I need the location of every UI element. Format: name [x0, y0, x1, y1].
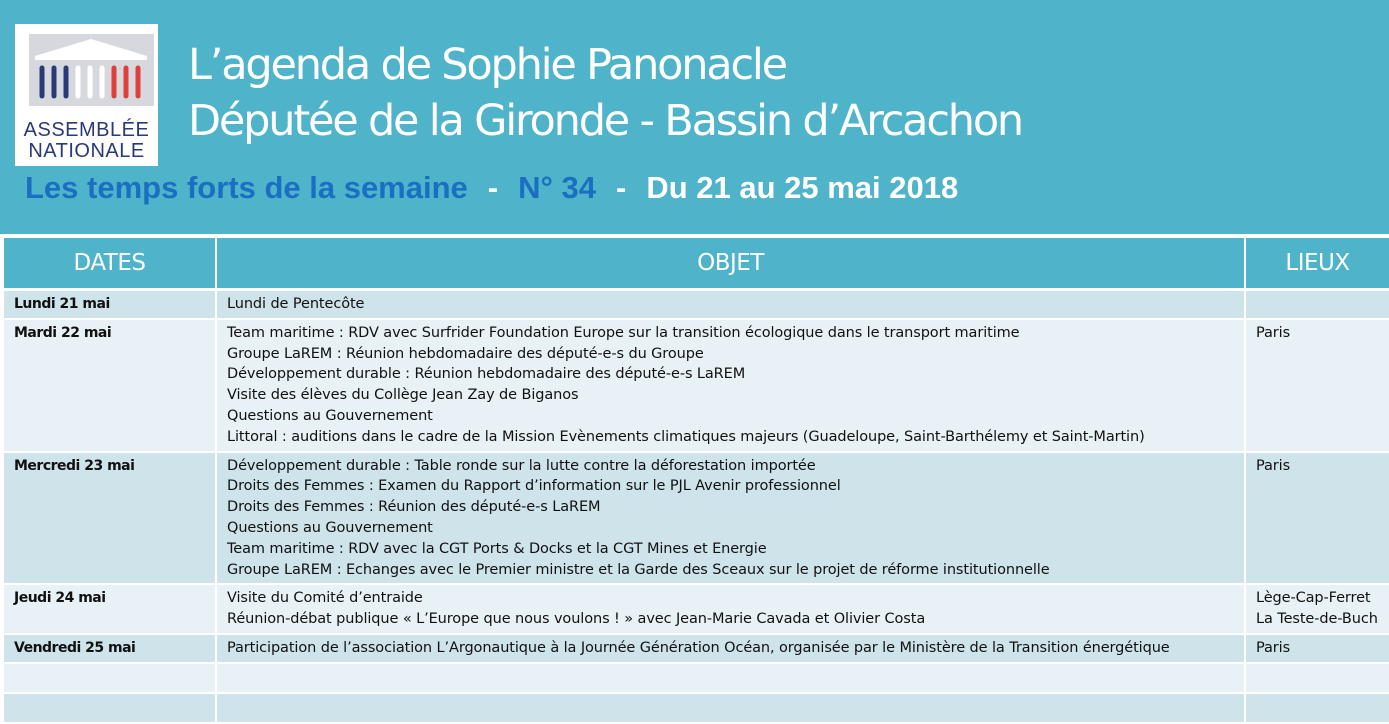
objet-cell [216, 634, 1245, 663]
objet-item: Groupe LaREM : Réunion hebdomadaire des député-e-s du Groupe [227, 345, 704, 362]
objet-cell [216, 663, 1245, 693]
date-cell: Jeudi 24 mai [3, 584, 216, 634]
objet-item: Visite des élèves du Collège Jean Zay de Biganos [227, 387, 579, 404]
objet-item: Développement durable : Réunion hebdomadaire des député-e-s LaREM [227, 366, 746, 383]
date-range: Du 21 au 25 mai 2018 [646, 170, 959, 205]
lieu-cell [1245, 634, 1389, 663]
lieu-cell [1245, 452, 1389, 585]
subtitle-separator: - [487, 170, 499, 205]
assemblee-nationale-logo [15, 24, 158, 166]
logo-text-line2: NATIONALE [28, 140, 145, 162]
objet-item: Droits des Femmes : Examen du Rapport d’information sur le PJL Avenir professionnel [227, 478, 841, 495]
objet-item: Droits des Femmes : Réunion des député-e-s LaREM [227, 499, 601, 516]
objet-item: Questions au Gouvernement [227, 519, 433, 536]
week-subtitle [25, 168, 958, 208]
objet-item: Team maritime : RDV avec la CGT Ports & Docks et la CGT Mines et Energie [227, 540, 767, 557]
column-header-objet: OBJET [216, 237, 1245, 290]
column-header-dates: DATES [3, 237, 216, 290]
objet-cell [216, 319, 1245, 452]
date-cell [3, 693, 216, 723]
date-cell: Mardi 22 mai [3, 319, 216, 452]
subtitle-heading: Les temps forts de la semaine [25, 170, 468, 205]
date-cell: Vendredi 25 mai [3, 634, 216, 663]
objet-item: Réunion-débat publique « L’Europe que nous voulons ! » avec Jean-Marie Cavada et Olivier Costa [227, 611, 926, 628]
objet-item: Littoral : auditions dans le cadre de la Mission Evènements climatiques majeurs (Guadeloupe, Saint-Barthélemy et Saint-Martin) [227, 428, 1145, 445]
objet-item: Team maritime : RDV avec Surfrider Foundation Europe sur la transition écologique dans le transport maritime [227, 324, 1020, 341]
date-cell: Lundi 21 mai [3, 290, 216, 319]
date-cell [3, 663, 216, 693]
objet-item: Développement durable : Table ronde sur la lutte contre la déforestation importée [227, 457, 816, 474]
lieu-cell [1245, 663, 1389, 693]
date-cell: Mercredi 23 mai [3, 452, 216, 585]
header-banner [0, 0, 1389, 234]
table-row [3, 663, 1389, 693]
issue-number: N° 34 [518, 170, 596, 205]
assemblee-building-icon [15, 24, 158, 120]
table-row [3, 634, 1389, 663]
logo-text-line1: ASSEMBLÉE [23, 119, 150, 141]
objet-cell [216, 693, 1245, 723]
lieu-item: Paris [1256, 639, 1291, 656]
lieu-item: La Teste-de-Buch [1256, 611, 1378, 628]
table-header-row [3, 237, 1389, 290]
objet-cell [216, 584, 1245, 634]
objet-item: Visite du Comité d’entraide [227, 590, 423, 607]
subtitle-separator: - [616, 170, 627, 205]
lieu-item: Lège-Cap-Ferret [1256, 590, 1371, 607]
lieu-cell [1245, 584, 1389, 634]
page-title-line1: L’agenda de Sophie Panonacle [188, 40, 786, 90]
objet-cell [216, 452, 1245, 585]
objet-cell [216, 290, 1245, 319]
table-row [3, 693, 1389, 723]
objet-item: Groupe LaREM : Echanges avec le Premier ministre et la Garde des Sceaux sur le projet de réforme institutionnelle [227, 561, 1050, 578]
objet-item: Lundi de Pentecôte [227, 296, 365, 312]
agenda-table [2, 236, 1389, 724]
column-header-lieux: LIEUX [1245, 237, 1389, 290]
table-row [3, 584, 1389, 634]
lieu-cell [1245, 319, 1389, 452]
objet-item: Questions au Gouvernement [227, 407, 433, 424]
objet-item: Participation de l’association L’Argonautique à la Journée Génération Océan, organisée par le Ministère de la Transition énergétique [227, 639, 1170, 656]
lieu-item: Paris [1256, 324, 1291, 341]
lieu-item: Paris [1256, 457, 1291, 474]
page-title-line2: Députée de la Gironde - Bassin d’Arcachon [188, 96, 1022, 146]
table-row [3, 452, 1389, 585]
lieu-cell [1245, 693, 1389, 723]
lieu-cell [1245, 290, 1389, 319]
table-row [3, 319, 1389, 452]
table-row [3, 290, 1389, 319]
